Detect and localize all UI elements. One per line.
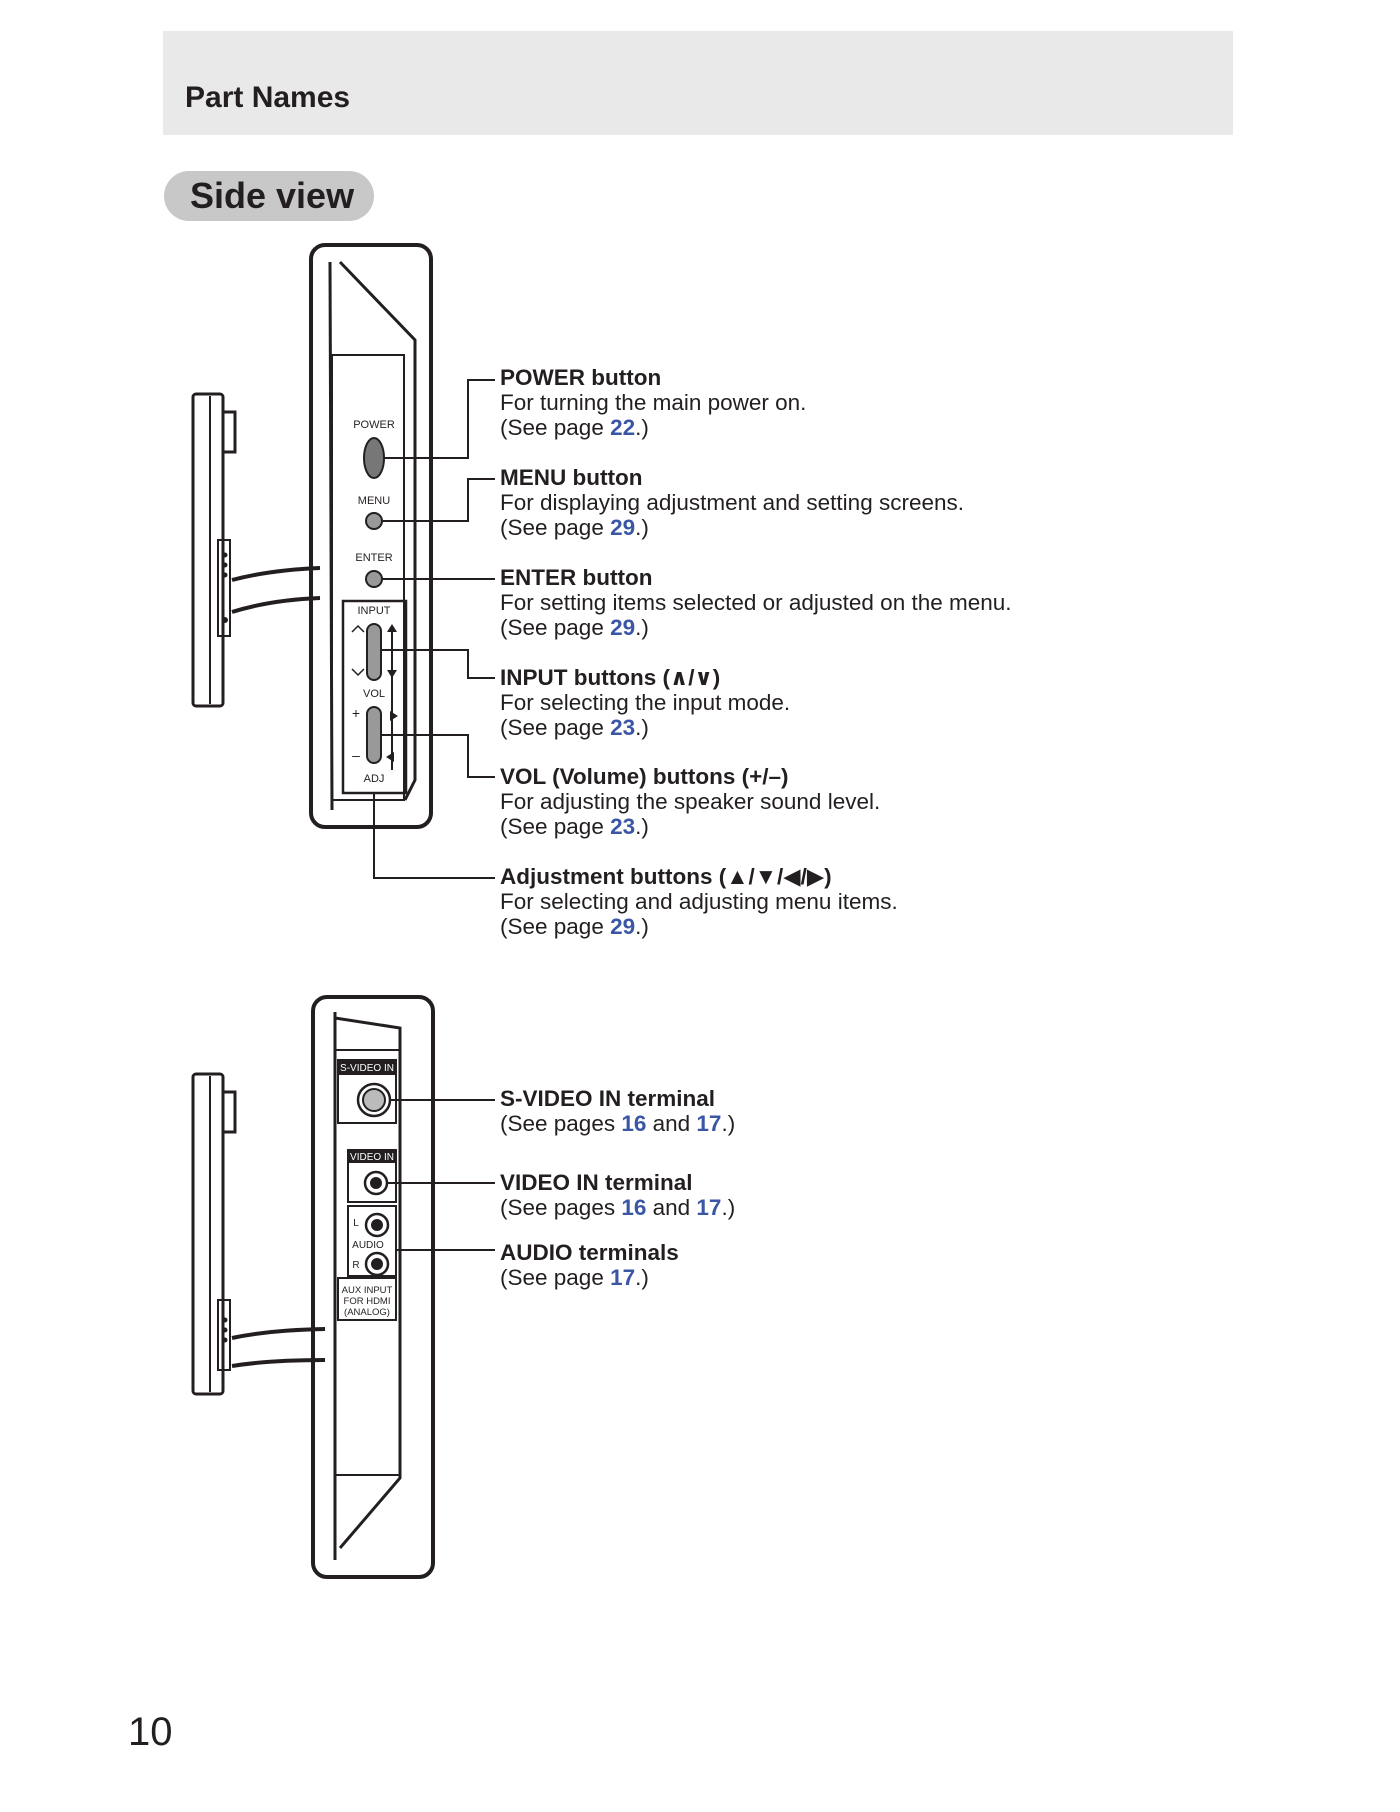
callout-description: For displaying adjustment and setting screens. [500, 490, 964, 515]
callout-page-ref: (See page 23.) [500, 715, 649, 740]
callout-page-ref: (See page 17.) [500, 1265, 649, 1290]
panel-label-aux-1: AUX INPUT [341, 1285, 393, 1296]
callout-title: Adjustment buttons (▲/▼/◀/▶) [500, 864, 832, 889]
panel-label-l: L [353, 1218, 359, 1229]
page-link[interactable]: 17 [610, 1265, 636, 1290]
panel-label-aux-2: FOR HDMI [343, 1296, 391, 1307]
page-link[interactable]: 29 [610, 515, 636, 540]
section-title: Side view [190, 175, 355, 216]
callout-title: INPUT buttons (∧/∨) [500, 665, 721, 690]
callout-description: For selecting the input mode. [500, 690, 791, 715]
callout-power [500, 365, 806, 440]
panel-label-menu: MENU [357, 495, 391, 507]
page-link[interactable]: 16 [621, 1111, 647, 1136]
callout-description: For adjusting the speaker sound level. [500, 789, 881, 814]
callout-page-ref: (See page 22.) [500, 415, 649, 440]
callout-title: VIDEO IN terminal [500, 1170, 693, 1195]
callout-description: For selecting and adjusting menu items. [500, 889, 898, 914]
page-link[interactable]: 17 [696, 1111, 722, 1136]
page-link[interactable]: 22 [610, 415, 636, 440]
page-title: Part Names [185, 81, 351, 114]
callout-vol [500, 764, 880, 839]
callout-page-ref: (See page 29.) [500, 914, 649, 939]
callout-adj [500, 864, 898, 939]
callout-page-ref: (See page 29.) [500, 615, 649, 640]
panel-label-svideo: S-VIDEO IN [340, 1063, 394, 1074]
callout-title: MENU button [500, 465, 643, 490]
panel-label-enter: ENTER [355, 552, 393, 564]
page-link[interactable]: 29 [610, 615, 636, 640]
callout-video [500, 1170, 735, 1220]
callout-page-ref: (See page 29.) [500, 515, 649, 540]
callout-page-ref: (See pages 16 and 17.) [500, 1195, 736, 1220]
panel-label-aux-3: (ANALOG) [344, 1307, 390, 1318]
page-number: 10 [128, 1710, 173, 1754]
panel-label-minus: – [352, 747, 360, 763]
page-link[interactable]: 16 [621, 1195, 647, 1220]
callout-description: For setting items selected or adjusted on the menu. [500, 590, 1012, 615]
callout-title: POWER button [500, 365, 662, 390]
panel-label-adj: ADJ [363, 773, 385, 785]
page-link[interactable]: 23 [610, 814, 636, 839]
callout-svideo [500, 1086, 735, 1136]
panel-label-input: INPUT [357, 605, 391, 617]
page-link[interactable]: 17 [696, 1195, 722, 1220]
callout-enter [500, 565, 1012, 640]
callout-leader-lines-bottom [387, 1100, 495, 1250]
tv-side-thumbnail-top [193, 394, 320, 706]
callout-title: S-VIDEO IN terminal [500, 1086, 716, 1111]
panel-label-audio: AUDIO [352, 1240, 384, 1251]
panel-label-plus: + [351, 705, 361, 721]
panel-label-r: R [352, 1260, 360, 1271]
tv-side-thumbnail-bottom [193, 1074, 325, 1394]
callout-page-ref: (See pages 16 and 17.) [500, 1111, 736, 1136]
callout-input [500, 665, 790, 740]
callout-title: VOL (Volume) buttons (+/–) [500, 764, 789, 789]
callout-audio [500, 1240, 679, 1290]
page-link[interactable]: 29 [610, 914, 636, 939]
callout-title: AUDIO terminals [500, 1240, 679, 1265]
callout-title: ENTER button [500, 565, 653, 590]
panel-label-power: POWER [353, 419, 395, 431]
panel-label-video: VIDEO IN [350, 1152, 394, 1163]
callout-page-ref: (See page 23.) [500, 814, 649, 839]
callout-menu [500, 465, 964, 540]
callout-description: For turning the main power on. [500, 390, 807, 415]
panel-label-vol: VOL [362, 688, 386, 700]
side-panel-controls [311, 245, 431, 827]
page-link[interactable]: 23 [610, 715, 636, 740]
